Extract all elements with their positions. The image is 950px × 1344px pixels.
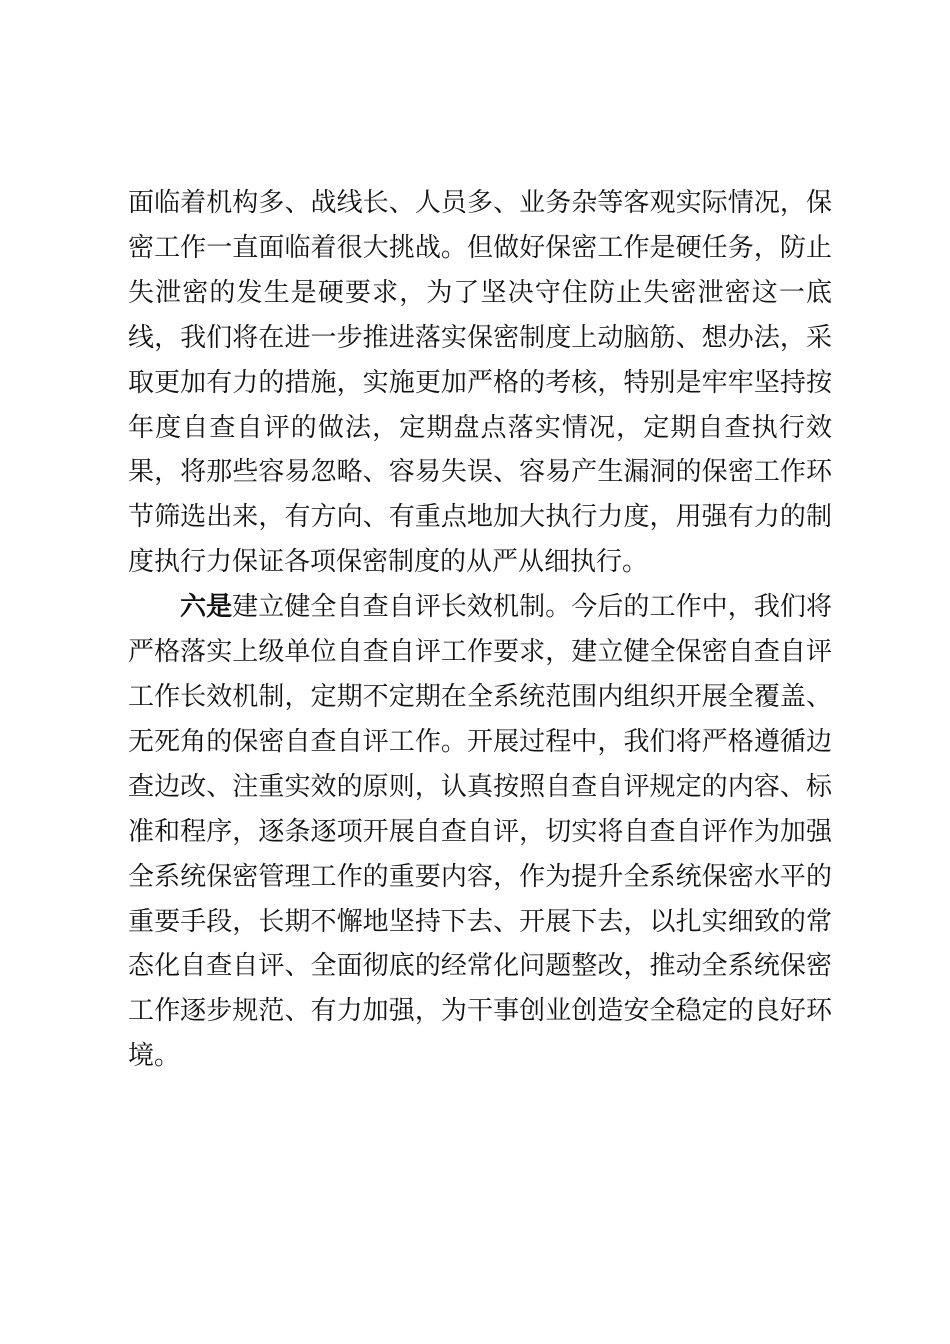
document-body: [128, 181, 832, 1079]
paragraph-item-six: [128, 585, 832, 1079]
paragraph-body: 建立健全自查自评长效机制。今后的工作中，我们将严格落实上级单位自查自评工作要求，建立健全保密自查自评工作长效机制，定期不定期在全系统范围内组织开展全覆盖、无死角的保密自查自评工作。开展过程中，我们将严格遵循边查边改、注重实效的原则，认真按照自查自评规定的内容、标准和程序，逐条逐项开展自查自评，切实将自查自评作为加强全系统保密管理工作的重要内容，作为提升全系统保密水平的重要手段，长期不懈地坚持下去、开展下去，以扎实细致的常态化自查自评、全面彻底的经常化问题整改，推动全系统保密工作逐步规范、有力加强，为干事创业创造安全稳定的良好环境。: [128, 592, 832, 1072]
paragraph-continuation: 面临着机构多、战线长、人员多、业务杂等客观实际情况，保密工作一直面临着很大挑战。但做好保密工作是硬任务，防止失泄密的发生是硬要求，为了坚决守住防止失密泄密这一底线，我们将在进一步推进落实保密制度上动脑筋、想办法，采取更加有力的措施，实施更加严格的考核，特别是牢牢坚持按年度自查自评的做法，定期盘点落实情况，定期自查执行效果，将那些容易忽略、容易失误、容易产生漏洞的保密工作环节筛选出来，有方向、有重点地加大执行力度，用强有力的制度执行力保证各项保密制度的从严从细执行。: [128, 188, 832, 578]
paragraph-lead: 六是: [180, 592, 233, 623]
